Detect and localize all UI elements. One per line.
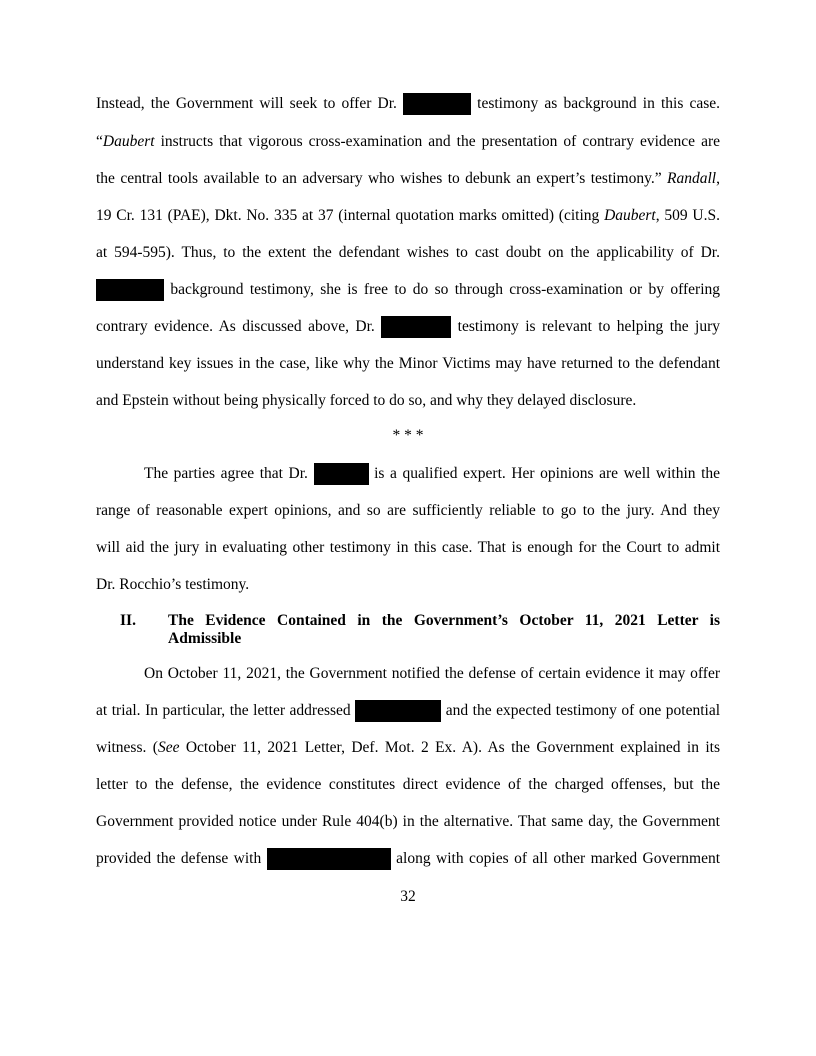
redaction-box — [96, 279, 164, 301]
text-span: testimony as background in this case. — [477, 95, 721, 112]
p3-line3 — [96, 737, 720, 759]
p1-line6 — [96, 279, 720, 301]
heading-title-line1: The Evidence Contained in the Government’s October 11, 2021 Letter is — [168, 612, 720, 629]
p3-line6 — [96, 848, 720, 870]
redaction-box — [355, 700, 441, 722]
text-span: Instead, the Government will seek to offer Dr. — [96, 95, 397, 112]
text-span: Government provided notice under Rule 404(b) in the alternative. That same day, the Government — [96, 813, 720, 830]
text-span: is a qualified expert. Her opinions are well within the — [374, 465, 721, 482]
heading-number: II. — [120, 612, 136, 629]
text-span: Dr. Rocchio’s testimony. — [96, 576, 250, 593]
p2-line1 — [96, 463, 720, 485]
text-span: understand key issues in the case, like why the Minor Victims may have returned to the defendant — [96, 355, 720, 372]
p1-line2 — [96, 131, 720, 153]
redaction-box — [403, 93, 471, 115]
text-span: along with copies of all other marked Government — [396, 850, 721, 867]
redaction-box — [267, 848, 391, 870]
heading-title-line2: Admissible — [168, 630, 242, 647]
p1-line3 — [96, 168, 720, 190]
text-span: letter to the defense, the evidence constitutes direct evidence of the charged offenses, but the — [96, 776, 720, 793]
case-citation: Randall — [667, 170, 717, 187]
p1-line8 — [96, 353, 720, 375]
p3-line1 — [96, 663, 720, 685]
text-span: contrary evidence. As discussed above, Dr. — [96, 318, 375, 335]
text-span: at 594-595). Thus, to the extent the defendant wishes to cast doubt on the applicability of Dr. — [96, 244, 720, 261]
text-span: “ — [96, 133, 103, 150]
case-citation: Daubert — [604, 207, 656, 224]
text-span: , — [716, 170, 720, 187]
text-span: background testimony, she is free to do so through cross-examination or by offering — [170, 281, 721, 298]
p2-line2 — [96, 500, 720, 522]
case-citation: Daubert — [102, 133, 155, 150]
redaction-box — [381, 316, 451, 338]
text-span: provided the defense with — [96, 850, 262, 867]
p3-line2 — [96, 700, 720, 722]
p1-line5 — [96, 242, 720, 264]
redaction-box — [314, 463, 369, 485]
p1-line7 — [96, 316, 720, 338]
text-span: and Epstein without being physically forced to do so, and why they delayed disclosure. — [96, 392, 637, 409]
text-span: On October 11, 2021, the Government notified the defense of certain evidence it may offer — [144, 665, 720, 682]
p1-line4 — [96, 205, 720, 227]
p1-line9 — [96, 390, 720, 412]
text-span: 19 Cr. 131 (PAE), Dkt. No. 335 at 37 (internal quotation marks omitted) (citing — [96, 207, 605, 224]
p3-line4 — [96, 774, 720, 796]
text-span: , 509 U.S. — [655, 207, 720, 224]
text-span: will aid the jury in evaluating other testimony in this case. That is enough for the Court to admit — [96, 539, 720, 556]
p2-line4 — [96, 574, 720, 596]
p1-line1 — [96, 93, 720, 115]
text-span: testimony is relevant to helping the jury — [457, 318, 721, 335]
text-span: instructs that vigorous cross-examination and the presentation of contrary evidence are — [154, 133, 720, 150]
page-number: 32 — [400, 888, 416, 905]
text-span: and the expected testimony of one potential — [445, 702, 721, 719]
text-span: The parties agree that Dr. — [144, 465, 308, 482]
text-span: range of reasonable expert opinions, and so are sufficiently reliable to go to the jury. And they — [96, 502, 720, 519]
p3-line5 — [96, 811, 720, 833]
p2-line3 — [96, 537, 720, 559]
section-separator: * * * — [392, 427, 424, 444]
text-span: at trial. In particular, the letter addressed — [96, 702, 351, 719]
signal-citation: See — [157, 739, 180, 756]
text-span: the central tools available to an adversary who wishes to debunk an expert’s testimony.” — [96, 170, 668, 187]
text-span: witness. ( — [96, 739, 158, 756]
text-span: October 11, 2021 Letter, Def. Mot. 2 Ex. A). As the Government explained in its — [179, 739, 720, 756]
